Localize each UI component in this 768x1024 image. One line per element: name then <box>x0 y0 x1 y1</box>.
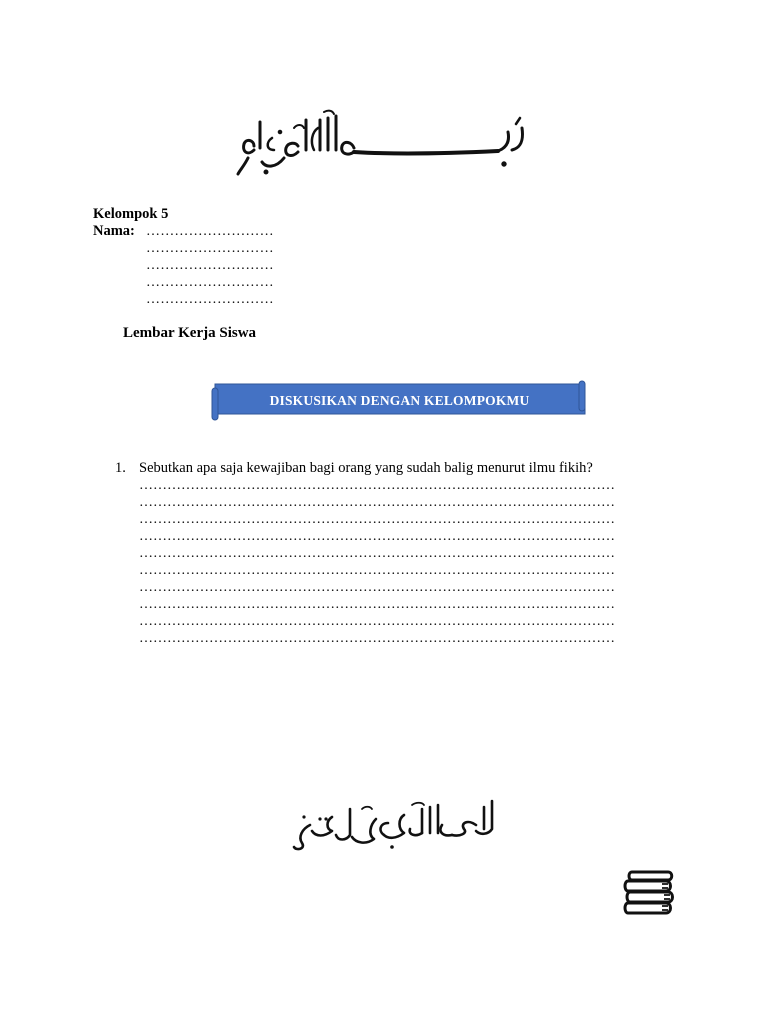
answer-line[interactable]: ………………………………………………………………………………………… <box>139 478 615 493</box>
name-line[interactable]: ……………………… <box>146 275 274 290</box>
answer-line[interactable]: ………………………………………………………………………………………… <box>139 597 615 612</box>
answer-line[interactable]: ………………………………………………………………………………………… <box>139 512 615 527</box>
name-line[interactable]: ……………………… <box>146 258 274 273</box>
banner-text: DISKUSIKAN DENGAN KELOMPOKMU <box>269 393 530 408</box>
answer-line[interactable]: ………………………………………………………………………………………… <box>139 529 615 544</box>
name-label: Nama: <box>93 223 135 239</box>
name-line[interactable]: ……………………… <box>146 241 274 256</box>
basmalah-calligraphy <box>236 102 532 188</box>
answer-line[interactable]: ………………………………………………………………………………………… <box>139 546 615 561</box>
question-number: 1. <box>115 460 126 476</box>
group-title: Kelompok 5 <box>93 206 169 222</box>
name-line[interactable]: ……………………… <box>146 292 274 307</box>
answer-line[interactable]: ………………………………………………………………………………………… <box>139 631 615 646</box>
worksheet-title: Lembar Kerja Siswa <box>123 325 257 341</box>
discussion-banner <box>211 380 588 422</box>
name-line[interactable]: ……………………… <box>146 224 274 239</box>
answer-line[interactable]: ………………………………………………………………………………………… <box>139 580 615 595</box>
question-text: Sebutkan apa saja kewajiban bagi orang yang sudah balig menurut ilmu fikih? <box>139 460 593 476</box>
answer-line[interactable]: ………………………………………………………………………………………… <box>139 614 615 629</box>
answer-line[interactable]: ………………………………………………………………………………………… <box>139 495 615 510</box>
answer-line[interactable]: ………………………………………………………………………………………… <box>139 563 615 578</box>
book-stack-icon <box>622 868 676 918</box>
hamdalah-calligraphy <box>292 795 500 853</box>
